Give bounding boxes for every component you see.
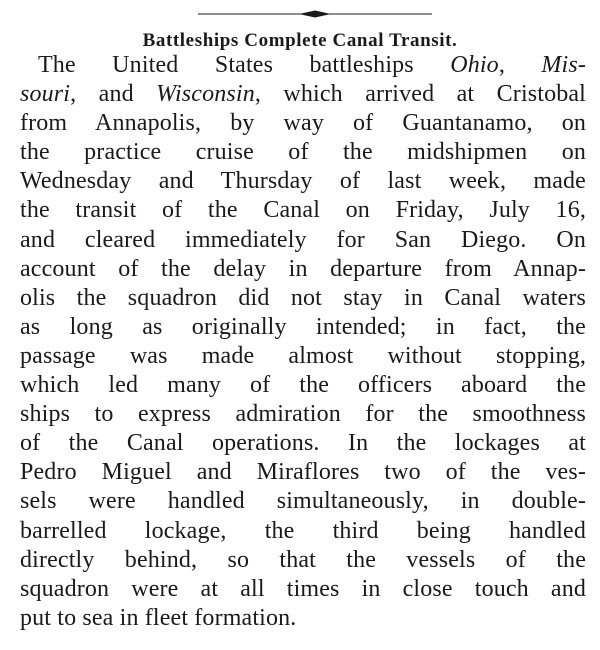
ship-name: souri — [20, 81, 71, 108]
article-line — [20, 167, 586, 196]
article-line — [20, 487, 586, 516]
text-run: Pedro Miguel and Miraflores two of the ves- — [20, 459, 586, 486]
text-run: of the Canal operations. In the lockages at — [20, 430, 586, 457]
article-line — [20, 371, 586, 400]
article-line — [20, 517, 586, 546]
text-run: , which arrived at Cristobal — [254, 81, 586, 108]
text-run: barrelled lockage, the third being handled — [20, 517, 586, 544]
text-run: from Annapolis, by way of Guantanamo, on — [20, 110, 586, 137]
article-line — [20, 196, 586, 225]
article-headline: Battleships Complete Canal Transit. — [142, 30, 458, 51]
text-run: The United States battleships — [38, 52, 451, 78]
article-line — [20, 109, 586, 138]
text-run: ships to express admiration for the smoothness — [20, 401, 586, 428]
article-line — [20, 284, 586, 313]
text-run: put to sea in fleet formation. — [20, 604, 297, 631]
text-run: , — [498, 52, 542, 78]
text-run: directly behind, so that the vessels of the — [20, 546, 586, 573]
text-run: Wednesday and Thursday of last week, made — [20, 168, 586, 195]
article-line — [20, 604, 586, 633]
article-line — [20, 80, 586, 109]
text-run: as long as originally intended; in fact, the — [20, 313, 586, 340]
article-line — [20, 342, 586, 371]
article-line — [20, 546, 586, 575]
decorative-rule-with-diamond — [198, 7, 432, 21]
ship-name: Wisconsin — [156, 81, 255, 108]
text-run: the practice cruise of the midshipmen on — [20, 139, 586, 166]
text-run: and cleared immediately for San Diego. On — [20, 226, 586, 253]
text-run: squadron were at all times in close touch and — [20, 575, 586, 602]
article-line — [20, 575, 586, 604]
article-line — [20, 226, 586, 255]
article-line — [20, 458, 586, 487]
article-line — [20, 400, 586, 429]
text-run: passage was made almost without stopping, — [20, 342, 586, 369]
article-line — [20, 313, 586, 342]
article-line — [20, 429, 586, 458]
ship-name: Mis- — [541, 52, 586, 78]
text-run: olis the squadron did not stay in Canal waters — [20, 284, 586, 311]
ship-name: Ohio — [450, 52, 499, 78]
article-line — [20, 51, 586, 80]
article-body — [20, 51, 586, 633]
text-run: sels were handled simultaneously, in double- — [20, 488, 586, 515]
text-run: account of the delay in departure from Annap- — [20, 255, 586, 282]
text-run: , and — [70, 81, 157, 108]
text-run: the transit of the Canal on Friday, July 16, — [20, 197, 586, 224]
article-line — [20, 255, 586, 284]
article-line — [20, 138, 586, 167]
text-run: which led many of the officers aboard the — [20, 372, 586, 399]
